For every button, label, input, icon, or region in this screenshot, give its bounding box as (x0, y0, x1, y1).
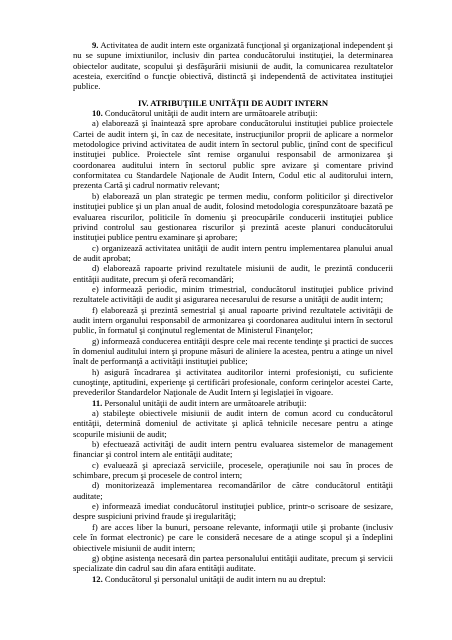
list-item-10f: f) elaborează şi prezintă semestrial şi anual rapoarte privind rezultatele activităţii de audit intern organului responsabil de armonizarea şi coordonarea auditului intern în sectorul public, în formatul şi conţinutul reglementat de Ministerul Finanţelor; (73, 304, 393, 336)
paragraph-11-intro (73, 398, 393, 408)
list-item-11b: b) efectuează activităţi de audit intern pentru evaluarea sistemelor de management financiar şi control intern ale entităţii auditate; (73, 439, 393, 460)
list-item-11g: g) obţine asistenţa necesară din partea personalului entităţii auditate, precum şi servicii specializate din cadrul sau din afara entităţii auditate. (73, 552, 393, 574)
paragraph-10-intro (73, 108, 393, 118)
list-item-11a: a) stabileşte obiectivele misiunii de audit intern de comun acord cu conducătorul entităţii, determină domeniul de activitate şi aplică tehnicile necesare pentru a atinge scopurile misiunii de audit; (73, 408, 393, 439)
list-item-10h: h) asigură încadrarea şi activitatea auditorilor interni profesionişti, cu suficiente cunoştinţe, aptitudini, experienţe şi certificări profesionale, conform cerinţelor acestei Carte, prevederilor Standardelor Naţionale de Audit Intern şi legislaţiei în vigoare. (73, 366, 393, 398)
list-item-10d: d) elaborează rapoarte privind rezultatele misiunii de audit, le prezintă conducerii entităţii auditate, precum şi oferă recomandări; (73, 263, 393, 284)
list-item-10g: g) informează conducerea entităţii despre cele mai recente tendinţe şi practici de succes în domeniul auditului intern şi propune măsuri de aliniere la acestea, pentru a atinge un nivel înalt de performanţă a activităţii instituţiei publice; (73, 335, 393, 367)
paragraph-12-intro (73, 574, 393, 584)
paragraph-text: Conducătorul unităţii de audit intern are următoarele atribuţii: (102, 108, 318, 119)
list-item-10e: e) informează periodic, minim trimestrial, conducătorul instituţiei publice privind rezultatele activităţii de audit şi asigurarea necesarului de resurse a unităţii de audit intern; (73, 283, 393, 305)
section-title: IV. ATRIBUŢIILE UNITĂŢII DE AUDIT INTERN (137, 97, 329, 108)
list-item-11c: c) evaluează şi apreciază serviciile, procesele, operaţiunile noi sau în proces de schimbare, precum şi procesele de control intern; (73, 459, 393, 481)
paragraph-number: 11. (92, 397, 103, 408)
list-item-10a: a) elaborează şi înaintează spre aprobare conducătorului instituţiei publice proiectele Cartei de audit intern şi, în caz de necesitate, instrucţiunilor proprii de aplicare a normelor metodologice privind activitatea de audit intern în sectorul public, ţinînd cont de specificul instituţiei publice. Proiectele sînt remise organului responsabil de armonizarea şi coordonarea auditului intern în sectorul public spre avizare şi comentare privind conformitatea cu Standardele Naţionale de Audit Intern, Codul etic al auditorului intern, prezenta Cartă şi cadrul normativ relevant; (73, 118, 393, 191)
paragraph-number: 12. (92, 573, 103, 584)
paragraph-text: Activitatea de audit intern este organizată funcţional şi organizaţional independent şi nu se supune imixtiunilor, inclusiv din partea conducătorului instituţiei, la determinarea obiectelor auditate, scopului şi desfăşurării misiunii de audit, la comunicarea rezultatelor acesteia, exercitînd o funcţie obiectivă, distinctă şi independentă de activitatea instituţiei publice. (73, 40, 393, 92)
list-item-11f: f) are acces liber la bunuri, persoane relevante, informaţii utile şi probante (inclusiv cele în format electronic) pe care le consideră necesare de a atinge scopul şi a îndeplini obiectivele misiunii de audit intern; (73, 521, 393, 553)
paragraph-number: 10. (92, 108, 103, 119)
paragraph-text: Conducătorul şi personalul unităţii de audit intern nu au dreptul: (102, 573, 326, 584)
list-item-10b: b) elaborează un plan strategic pe termen mediu, conform politicilor şi directivelor instituţiei publice şi un plan anual de audit, folosind metodologia corespunzătoare bazată pe evaluarea riscurilor, politicile în domeniu şi preocupările conducerii instituţiei publice privind controlul sau gestionarea riscurilor şi prezintă aceste planuri conducătorului instituţiei publice pentru examinare şi aprobare; (73, 190, 393, 243)
paragraph-number: 9. (92, 40, 99, 50)
list-item-11e: e) informează imediat conducătorul instituţiei publice, printr-o scrisoare de sesizare, despre suspiciuni privind fraude şi iregularităţi; (73, 501, 393, 522)
list-item-11d: d) monitorizează implementarea recomandărilor de către conducătorul entităţii auditate; (73, 480, 393, 501)
paragraph-text: Personalul unităţii de audit intern are următoarele atribuţii: (102, 397, 307, 408)
list-item-10c: c) organizează activitatea unităţii de audit intern pentru implementarea planului anual de audit aprobat; (73, 242, 393, 263)
paragraph-9 (73, 40, 393, 92)
